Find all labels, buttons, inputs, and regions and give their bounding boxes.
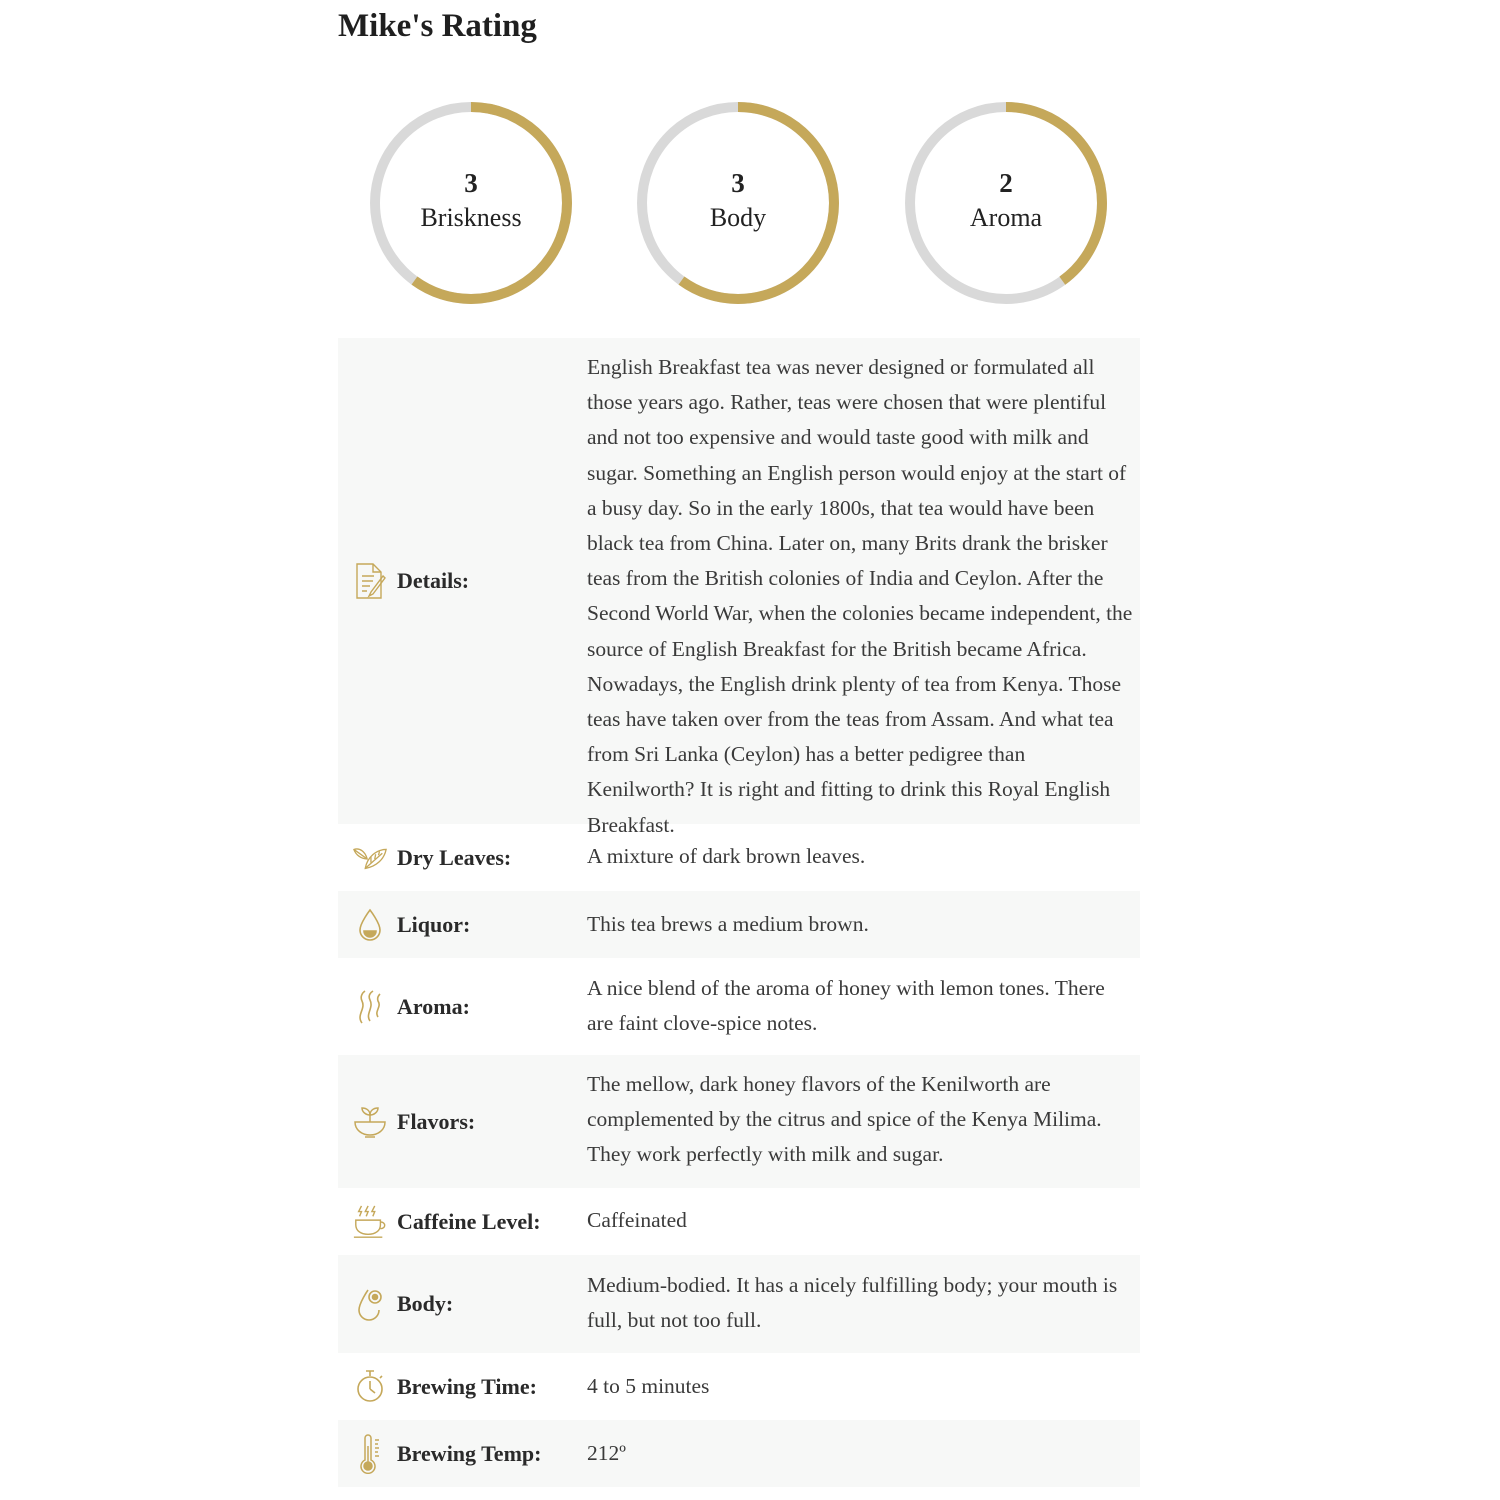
brewing-temp-row [338,1420,1140,1487]
aroma-value: A nice blend of the aroma of honey with lemon tones. There are faint clove-spice notes. [587,976,1105,1036]
aroma-label: Aroma: [397,993,470,1019]
caffeine-label: Caffeine Level: [397,1208,541,1234]
aroma-row [338,958,1140,1055]
details-label: Details: [397,568,470,593]
document-edit-icon [352,561,388,601]
brewing-temp-value: 212º [587,1441,626,1465]
dry-leaves-value: A mixture of dark brown leaves. [587,844,866,868]
bowl-sprout-icon [352,1102,388,1142]
body-row [338,1255,1140,1353]
drop-body-icon [352,1284,388,1324]
details-row [338,338,1140,837]
rating-label: Aroma [969,203,1043,232]
hot-cup-icon [352,1202,388,1242]
tea-details-table [338,338,1140,1487]
body-value: Medium-bodied. It has a nicely fulfilling body; your mouth is full, but not too full. [587,1273,1118,1333]
rating-value: 3 [464,168,478,198]
caffeine-row [338,1188,1140,1255]
liquor-label: Liquor: [397,911,471,937]
flavors-value: The mellow, dark honey flavors of the Kenilworth are complemented by the citrus and spice of the Kenya Milima. They work perfectly with milk and sugar. [587,1072,1102,1167]
flavors-label: Flavors: [397,1108,476,1134]
dry-leaves-label: Dry Leaves: [397,844,512,870]
details-value: English Breakfast tea was never designed or formulated all those years ago. Rather, teas were chosen that were plentiful and not too expensive and would taste good with milk and sugar. Something an English person would enjoy at the start of a busy day. So in the early 1800s, that tea would have been black tea from China. Later on, many Brits drank the brisker teas from the British colonies of India and Ceylon. After the Second World War, when the colonies became independent, the source of English Breakfast for the British became Africa. Nowadays, the English drink plenty of tea from Kenya. Those teas have taken over from the teas from Assam. And what tea from Sri Lanka (Ceylon) has a better pedigree than Kenilworth? It is right and fitting to drink this Royal English Breakfast. [587,355,1133,837]
brewing-time-row [338,1353,1140,1420]
leaves-icon [352,838,388,878]
droplet-icon [352,905,388,945]
rating-body [636,101,840,305]
liquor-value: This tea brews a medium brown. [587,912,869,936]
stopwatch-icon [352,1367,388,1407]
rating-value: 3 [731,168,745,198]
page-title: Mike's Rating [338,8,537,44]
brewing-time-value: 4 to 5 minutes [587,1374,710,1398]
rating-label: Body [709,203,767,232]
brewing-temp-label: Brewing Temp: [397,1440,542,1466]
steam-icon [352,987,388,1027]
caffeine-value: Caffeinated [587,1208,687,1232]
brewing-time-label: Brewing Time: [397,1373,537,1399]
thermometer-icon [352,1434,388,1474]
rating-label: Briskness [420,203,522,232]
flavors-row [338,1055,1140,1188]
rating-briskness [369,101,573,305]
rating-aroma [904,101,1108,305]
dry-leaves-row [338,824,1140,891]
rating-value: 2 [999,168,1013,198]
liquor-row [338,891,1140,958]
body-label: Body: [397,1291,454,1316]
